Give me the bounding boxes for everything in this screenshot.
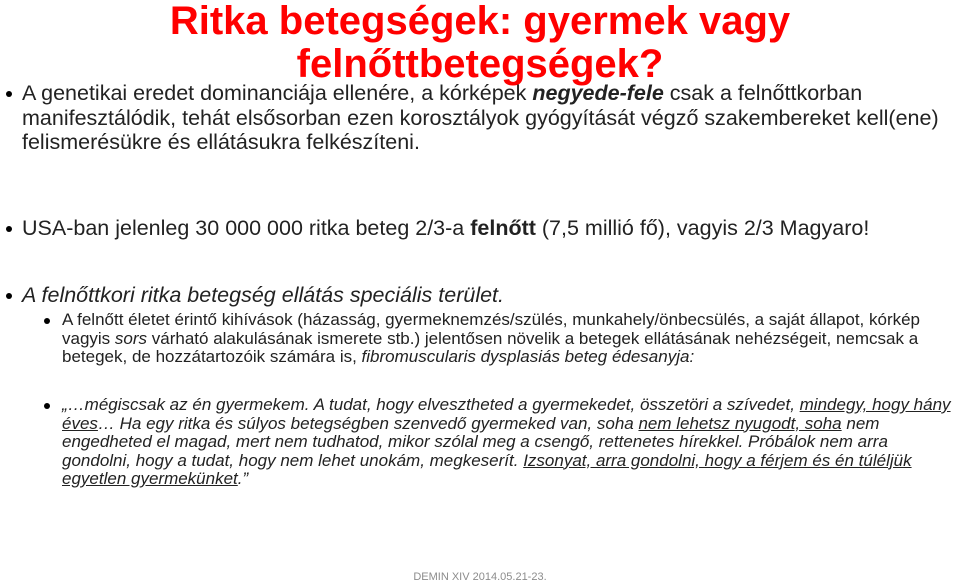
bullet-text: csak a felnőttkorban manifesztálódik, tehát elsősorban ezen korosztályok gyógyítását végző szakembereket kell(ene) felismerésükre és ellátásukra felkészíteni. [22, 81, 939, 154]
title-line-1: Ritka betegségek: gyermek vagy [169, 0, 791, 43]
bullet-genetic-origin [0, 81, 960, 155]
quote-text: nem engedheted el magad, mert nem tudhatod, mikor szólal meg a csengő, rettenetes hírekkel. Próbálok nem arra gondolni, hogy a tudat, hogy nem lehet unokám, megkeserít. [62, 413, 888, 470]
bullet-emphasis: negyede-fele [532, 81, 664, 105]
subbullet-adult-challenges [0, 311, 960, 367]
bullet-dot-icon [6, 293, 12, 299]
bullet-emphasis: felnőtt [470, 216, 536, 240]
quote-underlined: Izsonyat, arra gondolni, hogy a férjem és én túléljük egyetlen gyermekünket [62, 450, 912, 488]
subbullet-text: A felnőtt életet érintő kihívások (házasság, gyermeknemzés/szülés, munkahely/önbecsülés, a saját állapot, kórkép vagyis [62, 310, 921, 348]
bullet-dot-icon [6, 91, 12, 97]
bullet-text: (7,5 millió fő), vagyis 2/3 Magyaro! [535, 216, 870, 240]
bullet-dot-icon [44, 318, 50, 324]
quote-text: … Ha egy ritka és súlyos betegségben szenvedő gyermeked van, soha [97, 413, 639, 433]
title-line-2: felnőttbetegségek? [296, 42, 664, 86]
subbullet-emphasis: sors [114, 328, 148, 348]
quote-text: „…mégiscsak az én gyermekem. A tudat, hogy elvesztheted a gyermekedet, összetöri a szívedet, [62, 395, 800, 414]
quote-text: .” [237, 469, 249, 488]
subbullet-mother-quote [0, 396, 960, 489]
subbullet-emphasis: fibromuscularis dysplasiás beteg édesanyja: [361, 347, 695, 366]
subbullet-text: várható alakulásának ismerete stb.) jelentősen növelik a betegek ellátásának nehézségeit, nemcsak a betegek, de hozzátartozóik számára is, [62, 328, 919, 366]
bullet-dot-icon [6, 226, 12, 232]
bullet-adult-care [0, 283, 960, 308]
bullet-usa-stats [0, 216, 960, 241]
bullet-text: USA-ban jelenleg 30 000 000 ritka beteg 2/3-a [22, 216, 471, 240]
bullet-dot-icon [44, 403, 50, 409]
slide-title [0, 0, 960, 86]
footer-event: DEMIN XIV 2014.05.21-23. [413, 571, 547, 583]
quote-underlined: mindegy, hogy hány éves [62, 395, 951, 433]
quote-underlined: nem lehetsz nyugodt, soha [638, 413, 842, 433]
bullet-text: A felnőttkori ritka betegség ellátás speciális terület. [22, 283, 505, 307]
bullet-text: A genetikai eredet dominanciája ellenére, a kórképek [22, 81, 533, 105]
